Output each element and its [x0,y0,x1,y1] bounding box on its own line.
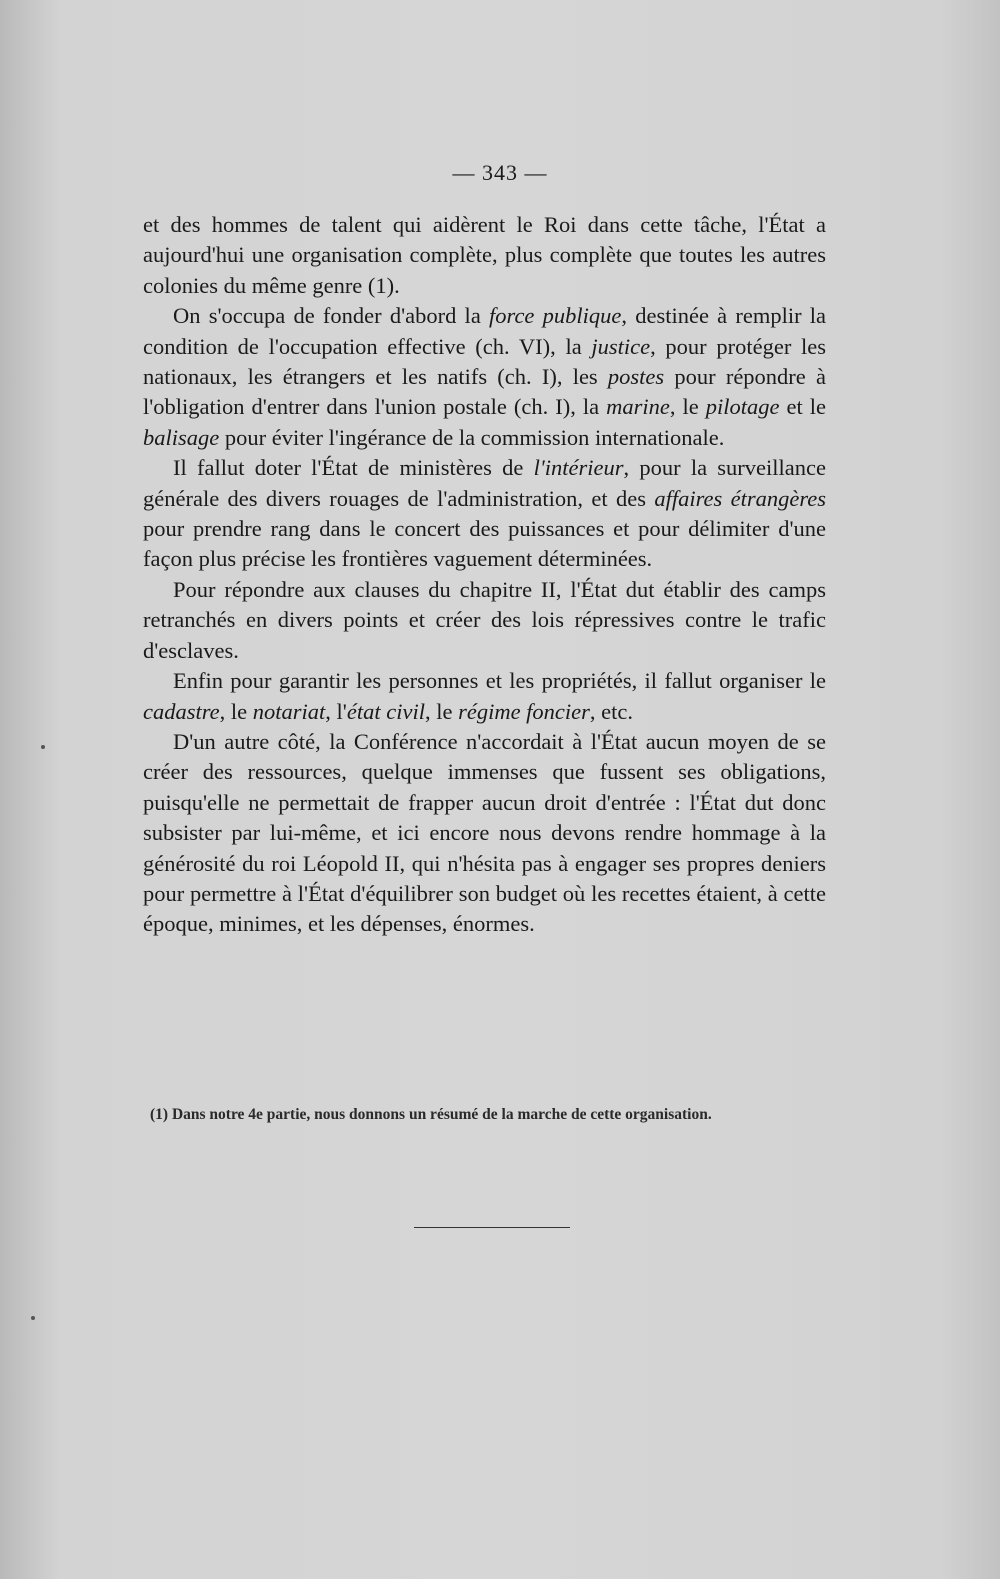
text-run: , le [669,394,706,420]
body-text [143,210,826,940]
text-run: Enfin pour garantir les personnes et les propriétés, il fallut organiser le [173,668,826,694]
italic-term: force publique [489,303,622,329]
text-run: et des hommes de talent qui aidèrent le Roi dans cette tâche, l'État a aujourd'hui une organisation complète, plus complète que toutes les autres colonies du même genre (1). [143,212,826,298]
paragraph [143,575,826,666]
text-run: Pour répondre aux clauses du chapitre II, l'État dut établir des camps retranchés en divers points et créer des lois répressives contre le trafic d'esclaves. [143,576,826,663]
separator-rule [414,1227,570,1228]
text-run: , le [219,698,253,724]
italic-term: pilotage [705,394,780,420]
text-run: pour prendre rang dans le concert des puissances et pour délimiter d'une façon plus précise les frontières vaguement déterminées. [143,516,826,572]
text-run: , etc. [589,698,634,724]
italic-term: régime foncier [458,698,590,724]
paper-speck [31,1316,35,1320]
text-run: , pour la surveillance générale des divers rouages de l'administration, et des [143,455,826,511]
text-run: et le [779,394,826,420]
paragraph [143,210,826,301]
italic-term: état civil [346,698,425,724]
page-number: — 343 — [452,160,548,185]
paragraph [143,727,826,940]
italic-term: cadastre [143,698,220,724]
italic-term: postes [607,364,665,390]
italic-term: affaires étrangères [654,485,826,511]
footnote: (1) Dans notre 4e partie, nous donnons un résumé de la marche de cette organisation. [150,1106,712,1123]
italic-term: l'intérieur [533,455,624,481]
paragraph [143,301,826,453]
paragraph [143,666,826,727]
text-run: D'un autre côté, la Conférence n'accordait à l'État aucun moyen de se créer des ressources, quelque immenses que fussent ses obligations, puisqu'elle ne permettait de frapper aucun droit d'entrée : l'État dut donc subsister par lui-même, et ici encore nous devons rendre hommage à la générosité du roi Léopold II, qui n'hésita pas à engager ses propres deniers pour permettre à l'État d'équilibrer son budget où les recettes étaient, à cette époque, minimes, et les dépenses, énormes. [143,728,826,937]
text-run: Il fallut doter l'État de ministères de [173,455,534,481]
text-run: , l' [325,698,347,724]
text-run: , le [424,698,459,724]
paper-speck [41,745,45,749]
text-run: , pour protéger les nationaux, les étrangers et les natifs (ch. I), les [143,333,826,390]
text-run: pour éviter l'ingérance de la commission internationale. [219,424,725,450]
text-run: On s'occupa de fonder d'abord la [173,303,490,329]
text-run: pour répondre à l'obligation d'entrer dans l'union postale (ch. I), la [143,364,826,420]
paragraph [143,453,826,575]
italic-term: notariat [252,698,326,724]
italic-term: justice [591,333,651,359]
italic-term: balisage [143,424,220,450]
text-run: , destinée à remplir la condition de l'occupation effective (ch. VI), la [143,303,827,359]
italic-term: marine [606,394,670,420]
